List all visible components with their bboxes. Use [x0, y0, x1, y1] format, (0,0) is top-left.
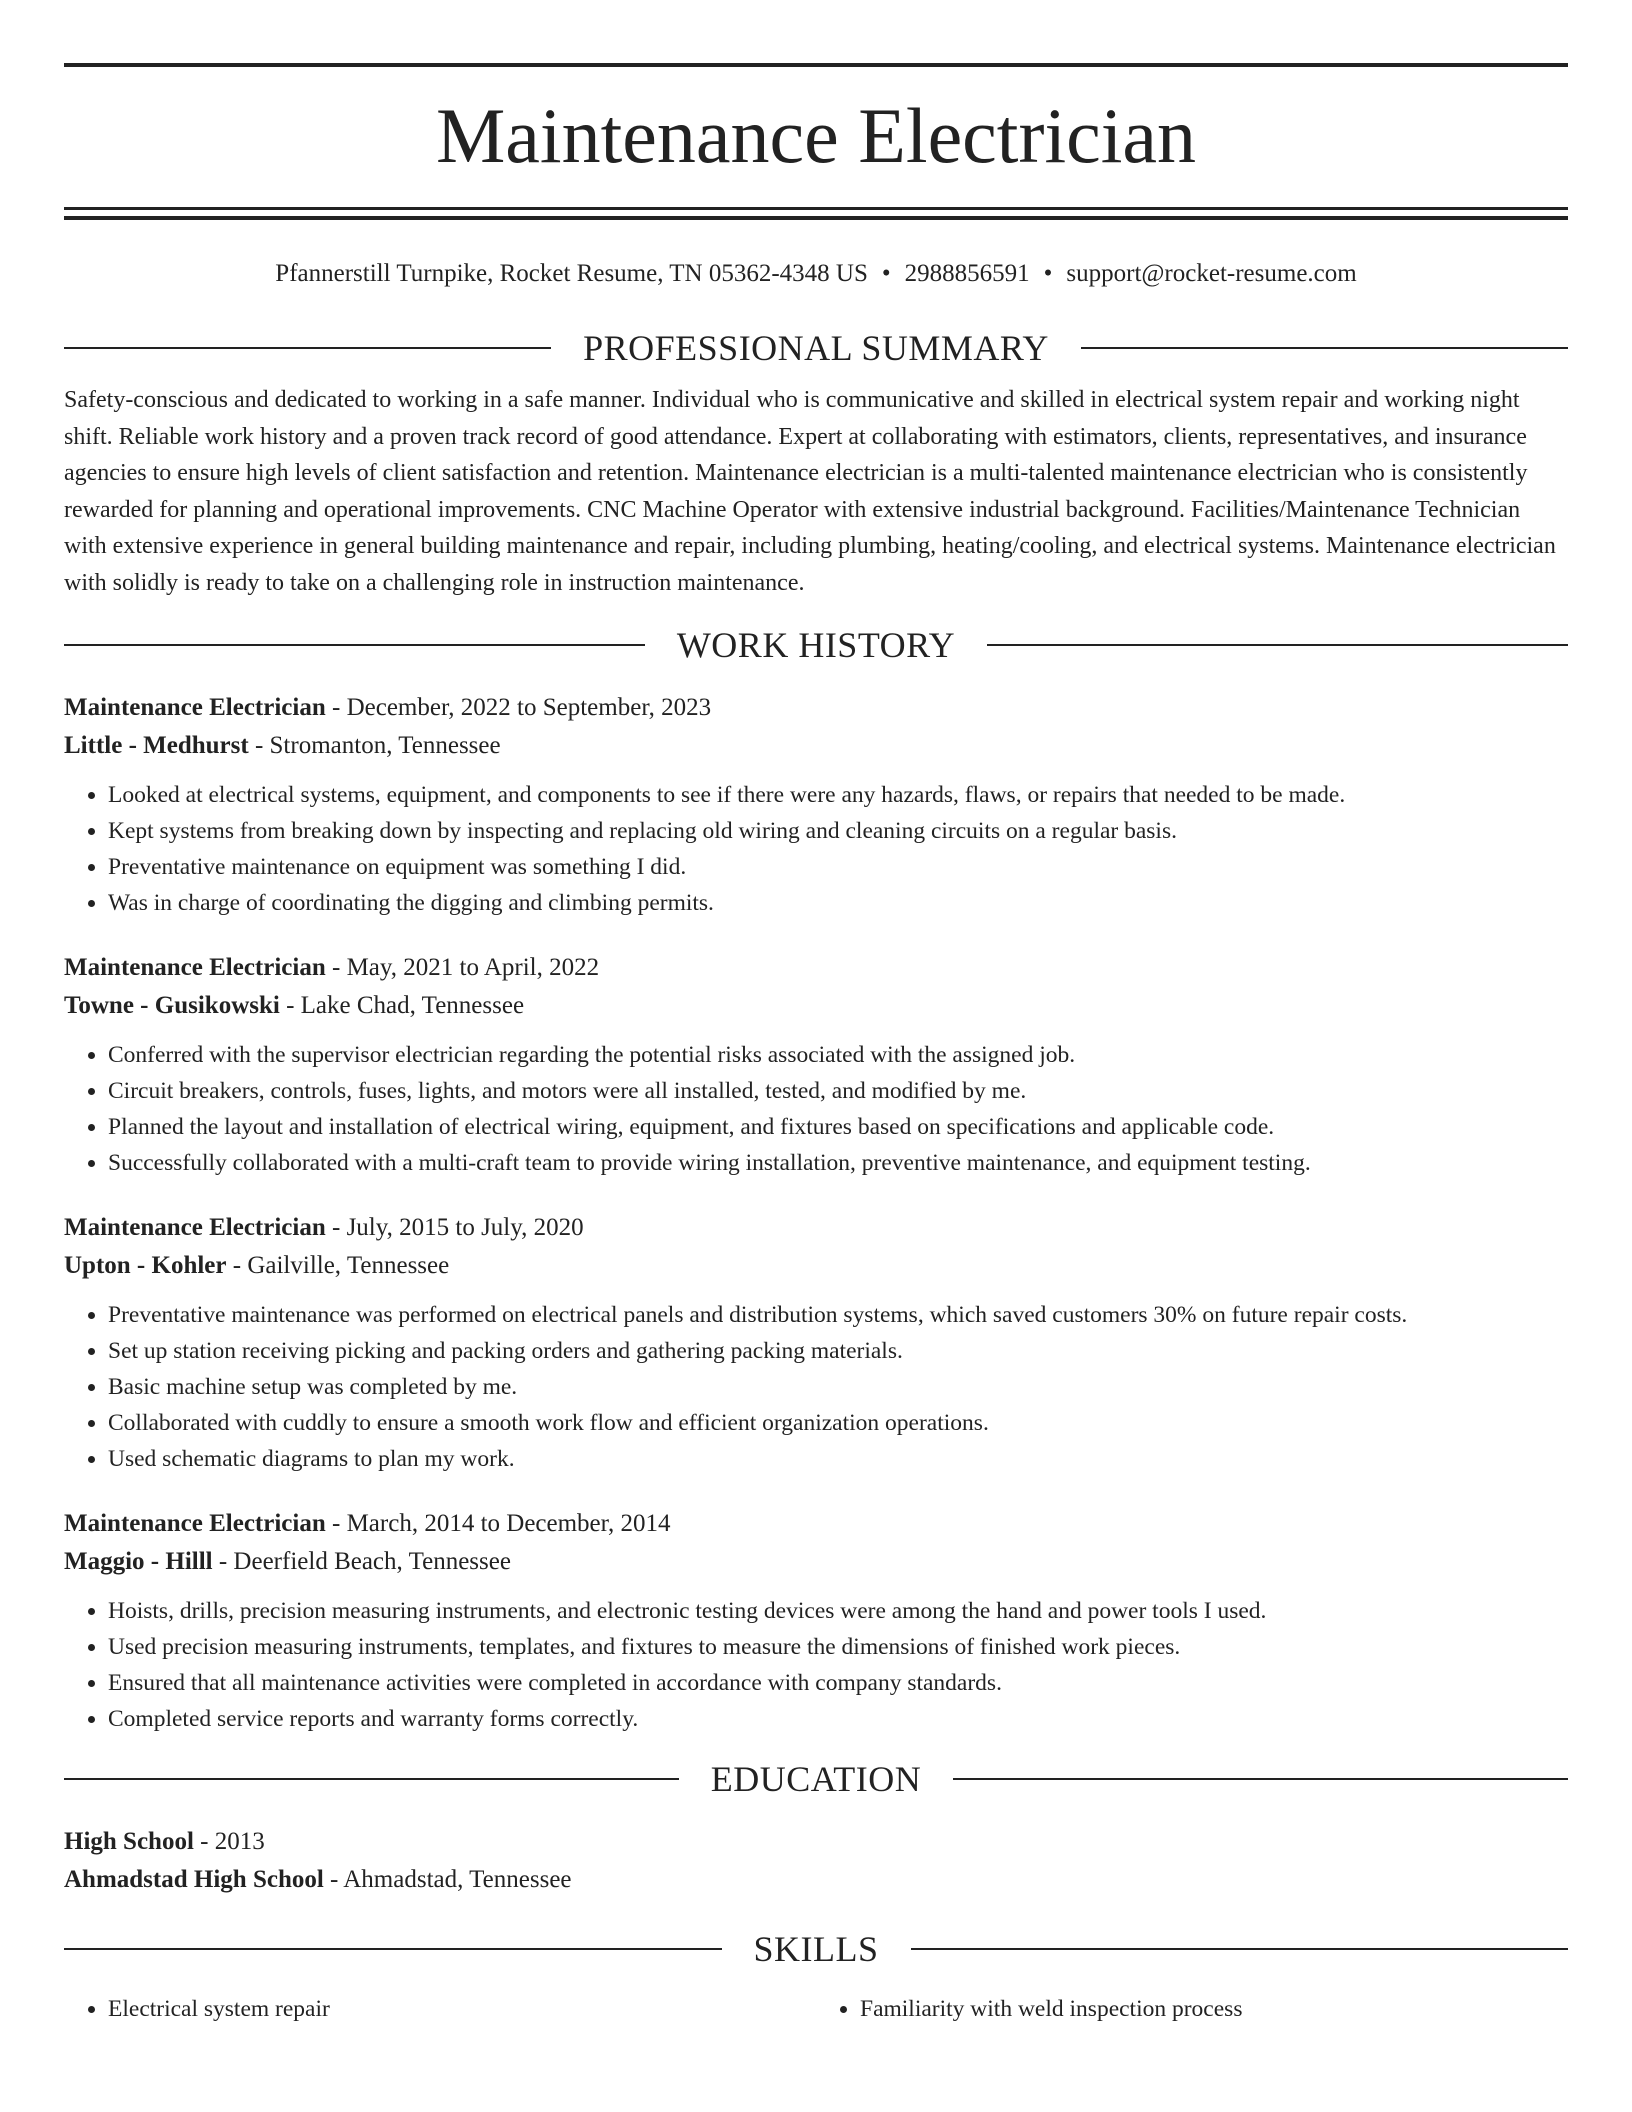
job-title: Maintenance Electrician — [64, 1214, 326, 1241]
education-school: Ahmadstad High School — [64, 1866, 324, 1893]
contact-line — [64, 256, 1568, 292]
job-company-line — [64, 1247, 1568, 1285]
job-bullets — [64, 1037, 1568, 1181]
job-dates: - May, 2021 to April, 2022 — [325, 954, 600, 981]
job-dates: - December, 2022 to September, 2023 — [325, 694, 712, 721]
job-bullets — [64, 1593, 1568, 1737]
list-item: • Preventative maintenance was performed on electrical panels and distribution systems, which saved customers 30% on future repair costs. — [108, 1297, 1568, 1333]
contact-separator: • — [881, 260, 891, 287]
list-item: • Collaborated with cuddly to ensure a smooth work flow and efficient organization operations. — [108, 1405, 1568, 1441]
job-location: - Lake Chad, Tennessee — [279, 992, 525, 1019]
heading-rule — [987, 644, 1568, 646]
education-degree-line — [64, 1823, 1568, 1861]
top-rule — [64, 63, 1568, 67]
heading-rule — [911, 1948, 1569, 1950]
heading-rule — [64, 347, 551, 349]
job-company: Towne - Gusikowski — [64, 992, 280, 1019]
contact-separator: • — [1043, 260, 1053, 287]
section-title: EDUCATION — [710, 1759, 922, 1799]
job-location: - Gailville, Tennessee — [226, 1252, 450, 1279]
list-item: • Used schematic diagrams to plan my work. — [108, 1441, 1568, 1477]
list-item: • Hoists, drills, precision measuring instruments, and electronic testing devices were among the hand and power tools I used. — [108, 1593, 1568, 1629]
job-title-line — [64, 1209, 1568, 1247]
job-dates: - March, 2014 to December, 2014 — [325, 1510, 671, 1537]
job-bullets — [64, 1297, 1568, 1477]
list-item: • Familiarity with weld inspection process — [860, 1991, 1568, 2027]
heading-rule — [1081, 347, 1568, 349]
section-heading-education — [64, 1757, 1568, 1801]
resume-name: Maintenance Electrician — [435, 92, 1197, 179]
section-title: SKILLS — [753, 1929, 879, 1969]
job-bullets — [64, 777, 1568, 921]
education-entry — [64, 1823, 1568, 1899]
contact-phone: 2988856591 — [904, 260, 1030, 287]
job-title: Maintenance Electrician — [64, 694, 326, 721]
job-title-line — [64, 689, 1568, 727]
job-title-line — [64, 1505, 1568, 1543]
section-title: WORK HISTORY — [676, 625, 956, 665]
job-company-line — [64, 1543, 1568, 1581]
section-heading-work-history — [64, 623, 1568, 667]
education-degree: High School — [64, 1828, 194, 1855]
list-item: • Electrical system repair — [108, 1991, 816, 2027]
job-company-line — [64, 987, 1568, 1025]
list-item: • Circuit breakers, controls, fuses, lights, and motors were all installed, tested, and modified by me. — [108, 1073, 1568, 1109]
job-title: Maintenance Electrician — [64, 954, 326, 981]
list-item: • Successfully collaborated with a multi-craft team to provide wiring installation, preventive maintenance, and equipment testing. — [108, 1145, 1568, 1181]
job-entry — [64, 949, 1568, 1181]
job-location: - Stromanton, Tennessee — [248, 732, 501, 759]
contact-email: support@rocket-resume.com — [1066, 260, 1357, 287]
heading-rule — [64, 1948, 722, 1950]
list-item: • Conferred with the supervisor electrician regarding the potential risks associated with the assigned job. — [108, 1037, 1568, 1073]
heading-rule — [953, 1778, 1568, 1780]
list-item: • Planned the layout and installation of electrical wiring, equipment, and fixtures based on specifications and applicable code. — [108, 1109, 1568, 1145]
list-item: • Completed service reports and warranty forms correctly. — [108, 1701, 1568, 1737]
job-title: Maintenance Electrician — [64, 1510, 326, 1537]
section-title: PROFESSIONAL SUMMARY — [583, 328, 1049, 368]
education-school-line — [64, 1861, 1568, 1899]
job-entry — [64, 1505, 1568, 1737]
job-location: - Deerfield Beach, Tennessee — [212, 1548, 511, 1575]
education-location: - Ahmadstad, Tennessee — [323, 1866, 572, 1893]
job-company: Little - Medhurst — [64, 732, 249, 759]
skills-column-left — [64, 1991, 816, 2027]
list-item: • Used precision measuring instruments, templates, and fixtures to measure the dimensions of finished work pieces. — [108, 1629, 1568, 1665]
skills-list — [64, 1991, 1568, 2027]
list-item: • Ensured that all maintenance activities were completed in accordance with company standards. — [108, 1665, 1568, 1701]
section-heading-summary — [64, 326, 1568, 370]
list-item: • Basic machine setup was completed by me. — [108, 1369, 1568, 1405]
list-item: • Set up station receiving picking and packing orders and gathering packing materials. — [108, 1333, 1568, 1369]
list-item: • Kept systems from breaking down by inspecting and replacing old wiring and cleaning circuits on a regular basis. — [108, 813, 1568, 849]
job-company: Upton - Kohler — [64, 1252, 227, 1279]
double-rule — [64, 207, 1568, 220]
list-item: • Preventative maintenance on equipment was something I did. — [108, 849, 1568, 885]
section-heading-skills — [64, 1927, 1568, 1971]
summary-text: Safety-conscious and dedicated to working in a safe manner. Individual who is communicative and skilled in electrical system repair and working night shift. Reliable work history and a proven track record of good attendance. Expert at collaborating with estimators, clients, representatives, and insurance agencies to ensure high levels of client satisfaction and retention. Maintenance electrician is a multi-talented maintenance electrician who is consistently rewarded for planning and operational improvements. CNC Machine Operator with extensive industrial background. Facilities/Maintenance Technician with extensive experience in general building maintenance and repair, including plumbing, heating/cooling, and electrical systems. Maintenance electrician with solidly is ready to take on a challenging role in instruction maintenance. — [64, 387, 1556, 596]
heading-rule — [64, 644, 645, 646]
education-year: - 2013 — [193, 1828, 265, 1855]
job-title-line — [64, 949, 1568, 987]
contact-address: Pfannerstill Turnpike, Rocket Resume, TN 05362-4348 US — [275, 260, 868, 287]
job-company-line — [64, 727, 1568, 765]
job-dates: - July, 2015 to July, 2020 — [325, 1214, 584, 1241]
job-entry — [64, 1209, 1568, 1477]
job-entry — [64, 689, 1568, 921]
skills-column-right — [816, 1991, 1568, 2027]
job-company: Maggio - Hilll — [64, 1548, 213, 1575]
heading-rule — [64, 1778, 679, 1780]
list-item: • Looked at electrical systems, equipment, and components to see if there were any hazards, flaws, or repairs that needed to be made. — [108, 777, 1568, 813]
list-item: • Was in charge of coordinating the digging and climbing permits. — [108, 885, 1568, 921]
